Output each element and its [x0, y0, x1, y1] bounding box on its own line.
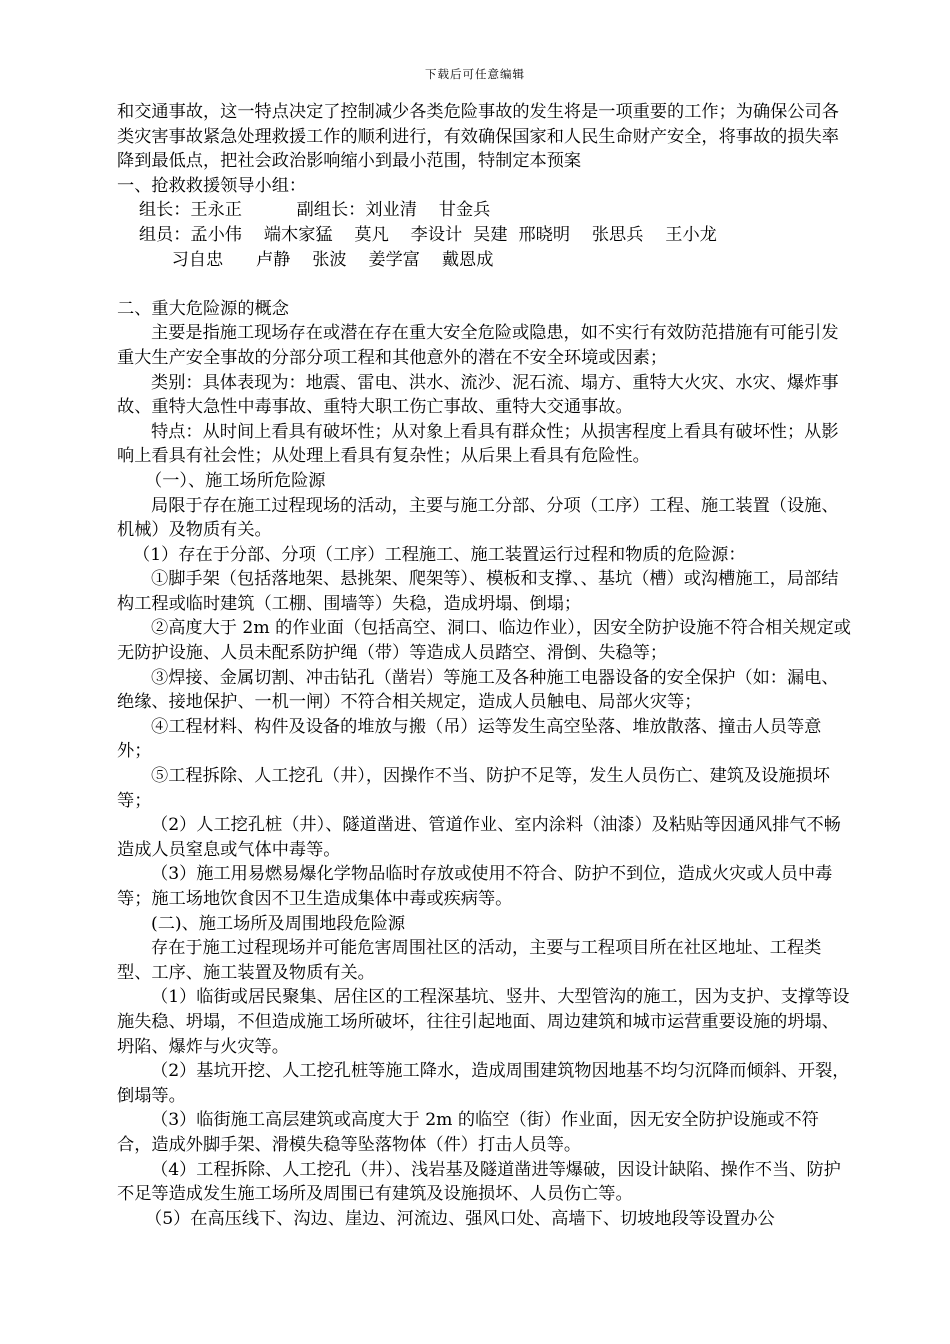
members-line: 习自忠 卢静 张波 姜学富 戴恩成	[117, 249, 494, 270]
list-item: （1）临街或居民聚集、居住区的工程深基坑、竖井、大型管沟的施工，因为支护、支撑等设施失稳、坍塌，不但造成施工场所破坏，往往引起地面、周边建筑和城市运营重要设施的坍塌、坍陷、爆炸与火灾等。	[117, 987, 850, 1057]
section-heading: 二、重大危险源的概念	[117, 298, 289, 319]
leader-line: 组长：王永正 副组长：刘业清 甘金兵	[117, 200, 491, 221]
subsection-heading: （一）、施工场所危险源	[145, 470, 326, 491]
list-item: （3）施工用易燃易爆化学物品临时存放或使用不符合、防护不到位，造成火灾或人员中毒等；施工场地饮食因不卫生造成集体中毒或疾病等。	[117, 864, 833, 909]
paragraph: 局限于存在施工过程现场的活动，主要与施工分部、分项（工序）工程、施工装置（设施、机械）及物质有关。	[117, 495, 839, 541]
paragraph: 特点：从时间上看具有破坏性；从对象上看具有群众性；从损害程度上看具有破坏性；从影响上看具有社会性；从处理上看具有复杂性；从后果上看具有危险性。	[117, 421, 839, 467]
list-item: ⑤工程拆除、人工挖孔（井），因操作不当、防护不足等，发生人员伤亡、建筑及设施损坏等；	[117, 766, 830, 811]
list-item: （5）在高压线下、沟边、崖边、河流边、强风口处、高墙下、切坡地段等设置办公	[145, 1208, 775, 1229]
paragraph: 存在于施工过程现场并可能危害周围社区的活动，主要与工程项目所在社区地址、工程类型、工序、施工装置及物质有关。	[117, 938, 822, 983]
subsection-heading: (二)、施工场所及周围地段危险源	[151, 913, 406, 934]
list-item: （3）临街施工高层建筑或高度大于 2m 的临空（街）作业面，因无安全防护设施或不符合，造成外脚手架、滑模失稳等坠落物体（件）打击人员等。	[117, 1110, 819, 1155]
list-item: ①脚手架（包括落地架、悬挑架、爬架等）、模板和支撑、、基坑（槽）或沟槽施工，局部结构工程或临时建筑（工棚、围墙等）失稳，造成坍塌、倒塌；	[117, 569, 839, 614]
list-item: （4）工程拆除、人工挖孔（井）、浅岩基及隧道凿进等爆破，因设计缺陷、操作不当、防护不足等造成发生施工场所及周围已有建筑及设施损坏、人员伤亡等。	[117, 1159, 841, 1205]
list-item: ②高度大于 2m 的作业面（包括高空、洞口、临边作业），因安全防护设施不符合相关规定或无防护设施、人员未配系防护绳（带）等造成人员踏空、滑倒、失稳等；	[117, 618, 851, 664]
members-line: 组员：孟小伟 端木家猛 莫凡 李设计 吴建 邢晓明 张思兵 王小龙	[117, 224, 717, 245]
section-heading: 一、抢救救援领导小组：	[117, 175, 307, 196]
list-item: （2）人工挖孔桩（井）、隧道凿进、管道作业、室内涂料（油漆）及粘贴等因通风排气不畅造成人员窒息或气体中毒等。	[117, 815, 841, 860]
page-header: 下载后可任意编辑	[425, 67, 525, 81]
document-body	[117, 100, 852, 1231]
list-item: ③焊接、金属切割、冲击钻孔（凿岩）等施工及各种施工电器设备的安全保护（如：漏电、绝缘、接地保护、一机一闸）不符合相关规定，造成人员触电、局部火灾等；	[117, 667, 839, 713]
list-item: （2）基坑开挖、人工挖孔桩等施工降水，造成周围建筑物因地基不均匀沉降而倾斜、开裂，倒塌等。	[117, 1061, 850, 1106]
intro-paragraph: 和交通事故，这一特点决定了控制减少各类危险事故的发生将是一项重要的工作；为确保公司各类灾害事故紧急处理救援工作的顺利进行，有效确保国家和人民生命财产安全，将事故的损失率降到最低点，把社会政治影响缩小到最小范围，特制定本预案	[117, 102, 839, 172]
list-item: （1）存在于分部、分项（工序）工程施工、施工装置运行过程和物质的危险源：	[133, 544, 746, 565]
paragraph: 主要是指施工现场存在或潜在存在重大安全危险或隐患，如不实行有效防范措施有可能引发重大生产安全事故的分部分项工程和其他意外的潜在不安全环境或因素；	[117, 323, 839, 368]
blank-line	[117, 272, 852, 297]
list-item: ④工程材料、构件及设备的堆放与搬（吊）运等发生高空坠落、堆放散落、撞击人员等意外；	[117, 716, 822, 762]
paragraph: 类别：具体表现为：地震、雷电、洪水、流沙、泥石流、塌方、重特大火灾、水灾、爆炸事故、重特大急性中毒事故、重特大职工伤亡事故、重特大交通事故。	[117, 372, 839, 418]
